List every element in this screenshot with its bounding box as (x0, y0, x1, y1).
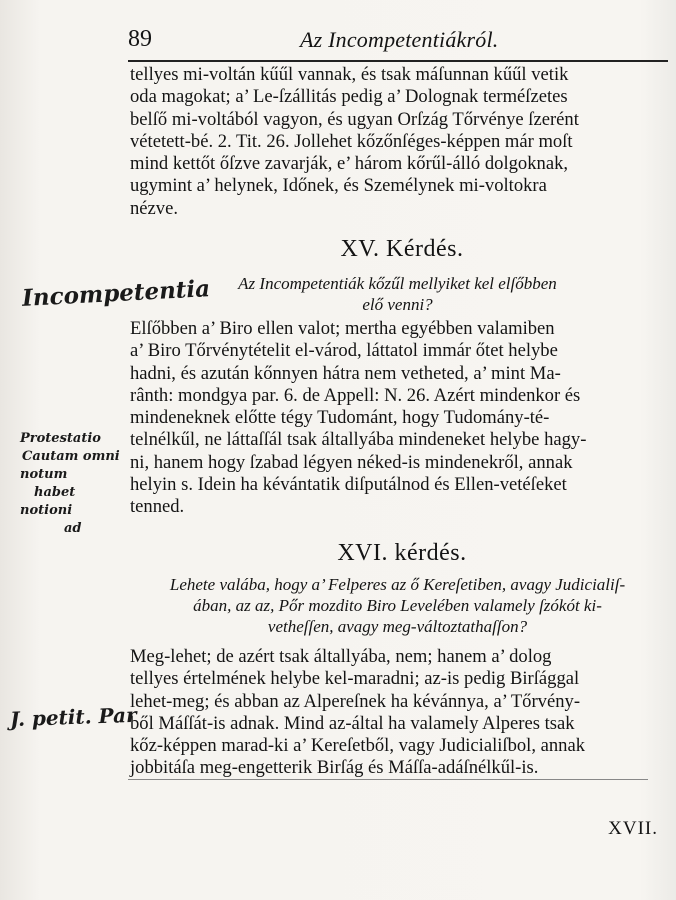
text-line: rânth: mondgya par. 6. de Appell: N. 26. Azért mindenkor és (130, 384, 581, 406)
text-line: belſő mi-voltából vagyon, és ugyan Orſzág Tőrvénye ſzerént (130, 108, 579, 130)
text-line: ugymint a’ helynek, Időnek, és Személynek mi-voltokra (130, 175, 547, 197)
section-16-heading: XVI. kérdés. (337, 540, 467, 566)
question-line: elő venni? (362, 295, 433, 314)
question-line: Az Incompetentiák kőzűl mellyiket kel elſőbben (238, 274, 557, 293)
text-line: Elſőbben a’ Biro ellen valot; mertha egyébben valamiben (130, 318, 555, 339)
text-line: telnélkűl, ne láttaſſál tsak általlyába mindeneket helybe hagy- (130, 429, 587, 451)
catchword: XVII. (608, 818, 658, 839)
text-line: a’ Biro Tőrvénytételit el-várod, láttatol immár őtet helybe (130, 340, 558, 362)
question-line: Lehete valába, hogy a’ Felperes az ő Kereſetiben, avagy Judicialiſ- (169, 575, 626, 594)
section-16-body (130, 646, 665, 780)
text-line: hadni, és azután kőnnyen hátra nem vetheted, a’ mint Ma- (130, 362, 561, 384)
page-number: 89 (128, 26, 152, 52)
margin-note-protestatio (20, 430, 120, 538)
margin-line: notum (20, 467, 68, 482)
text-line: ből Máſſát-is adnak. Mind az-által ha valamely Alperes tsak (130, 712, 575, 734)
text-line: jobbitáſa meg-engetterik Birſág és Máſſa-adáſnélkűl-is. (130, 757, 539, 779)
text-line: tellyes mi-voltán kűűl vannak, és tsak máſunnan kűűl vetik (130, 64, 569, 85)
bottom-rule (128, 779, 648, 780)
section-16-question (130, 574, 665, 637)
text-line: ni, hanem hogy ſzabad légyen néked-is mindenekről, annak (130, 451, 573, 473)
section-15-heading: XV. Kérdés. (340, 236, 464, 262)
margin-line: ad (64, 521, 82, 536)
text-line: kőz-képpen marad-ki a’ Kereſetből, vagy Judicialiſbol, annak (130, 735, 586, 757)
text-line: tenned. (130, 496, 185, 518)
question-line: vetheſſen, avagy meg-változtathaſſon? (267, 617, 528, 636)
text-line: mindeneknek előtte tégy Tudománt, hogy Tudomány-té- (130, 407, 550, 429)
text-line: lehet-meg; és abban az Alpereſnek ha kévánnya, a’ Tőrvény- (130, 690, 581, 712)
paragraph-continuation (130, 64, 665, 220)
margin-line: habet (34, 485, 76, 500)
text-line: mind kettőt őſzve zavarják, e’ három kőrűl-álló dolgoknak, (130, 153, 569, 175)
text-line: oda magokat; a’ Le-ſzállitás pedig a’ Dolognak terméſzetes (130, 86, 568, 108)
text-line: Meg-lehet; de azért tsak általlyába, nem; hanem a’ dolog (130, 646, 552, 667)
question-line: ában, az az, Pőr mozdito Biro Levelében valamely ſzókót ki- (193, 596, 602, 615)
header-rule (128, 60, 668, 62)
margin-line: Cautam omni (22, 449, 120, 464)
margin-line: notioni (20, 503, 73, 518)
margin-note-incompetentia: Incompetentia (21, 275, 211, 312)
margin-note-petit: J. petit. Par (9, 702, 137, 732)
running-title: Az Incompetentiákról. (300, 27, 499, 52)
text-line: tellyes értelmének helybe kel-maradni; az-is pedig Birſággal (130, 668, 580, 690)
text-line: nézve. (130, 197, 179, 219)
margin-line: Protestatio (20, 431, 101, 446)
section-15-body (130, 318, 665, 519)
text-line: vétetett-bé. 2. Tit. 26. Jollehet kőzőnſéges-képpen már moſt (130, 130, 573, 152)
text-line: helyin s. Idein ha kévántatik diſputálnod és Ellen-vetéſeket (130, 474, 567, 496)
